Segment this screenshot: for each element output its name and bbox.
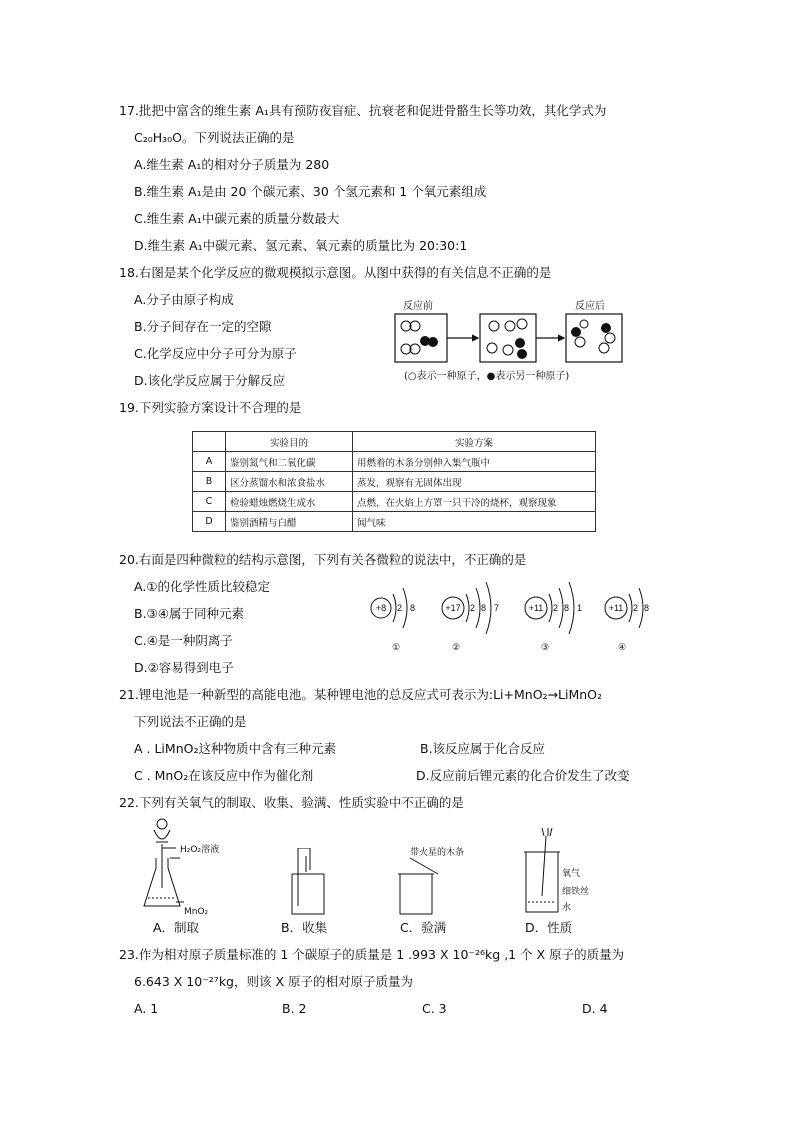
row-purpose: 区分蒸馏水和浓食盐水 bbox=[226, 472, 353, 492]
q21-stem: 21.锂电池是一种新型的高能电池。某种锂电池的总反应式可表示为:Li+MnO₂→LiMnO₂ bbox=[119, 687, 603, 702]
table-row bbox=[193, 512, 596, 532]
particle-1-nucleus: +8 bbox=[375, 603, 387, 613]
particle-3-shell-1: 2 bbox=[553, 603, 559, 613]
particle-2-shell-3: 7 bbox=[494, 603, 500, 613]
q17-stem-cont: C₂₀H₃₀O。下列说法正确的是 bbox=[134, 130, 295, 145]
label-iron-wire: 细铁丝 bbox=[562, 887, 590, 897]
q23-option-d: D. 4 bbox=[582, 1001, 608, 1016]
table-row bbox=[193, 472, 596, 492]
particle-1-shell-2: 8 bbox=[410, 603, 416, 613]
label-oxygen: 氧气 bbox=[562, 869, 581, 879]
row-key: C bbox=[193, 492, 226, 512]
particle-3-shell-2: 8 bbox=[564, 603, 570, 613]
particle-2 bbox=[442, 582, 499, 652]
q23-option-a: A. 1 bbox=[134, 1001, 159, 1016]
q18-stem: 18.右图是某个化学反应的微观模拟示意图。从图中获得的有关信息不正确的是 bbox=[119, 265, 552, 280]
q17-option-b: B.维生素 A₁是由 20 个碳元素、30 个氢元素和 1 个氧元素组成 bbox=[134, 184, 487, 199]
row-purpose: 检验蜡烛燃烧生成水 bbox=[226, 492, 353, 512]
q23-stem: 23.作为相对原子质量标准的 1 个碳原子的质量是 1 .993 X 10⁻²⁶kg ,1 个 X 原子的质量为 bbox=[119, 947, 625, 962]
table-header-row bbox=[193, 432, 596, 452]
particle-1 bbox=[371, 588, 415, 652]
q23-option-b: B. 2 bbox=[282, 1001, 307, 1016]
apparatus-verification bbox=[394, 848, 454, 918]
caption-d: D．性质 bbox=[525, 920, 573, 935]
row-plan: 蒸发，观察有无固体出现 bbox=[353, 472, 596, 492]
reaction-legend: (○表示一种原子，●表示另一种原子) bbox=[404, 371, 570, 382]
particle-4 bbox=[605, 588, 649, 652]
atom-structure-diagrams bbox=[368, 578, 658, 658]
q20-option-d: D.②容易得到电子 bbox=[134, 660, 234, 675]
table-header-blank bbox=[193, 432, 226, 452]
q21-option-b: B.该反应属于化合反应 bbox=[420, 741, 546, 756]
table-row bbox=[193, 492, 596, 512]
q20-stem: 20.右面是四种微粒的结构示意图，下列有关各微粒的说法中，不正确的是 bbox=[119, 552, 527, 567]
q23-stem-cont: 6.643 X 10⁻²⁷kg，则该 X 原子的相对原子质量为 bbox=[134, 974, 414, 989]
q22-stem: 22.下列有关氧气的制取、收集、验满、性质实验中不正确的是 bbox=[119, 795, 464, 810]
row-purpose: 鉴别酒精与白醋 bbox=[226, 512, 353, 532]
particle-3-shell-3: 1 bbox=[577, 603, 583, 613]
q18-option-d: D.该化学反应属于分解反应 bbox=[134, 373, 286, 388]
label-glowing-splint: 带火星的木条 bbox=[410, 848, 465, 858]
q19-stem: 19.下列实验方案设计不合理的是 bbox=[119, 400, 302, 415]
caption-b: B．收集 bbox=[281, 920, 328, 935]
q18-option-a: A.分子由原子构成 bbox=[134, 292, 234, 307]
q18-option-b: B.分子间存在一定的空隙 bbox=[134, 319, 272, 334]
caption-c: C．验满 bbox=[400, 920, 447, 935]
experiment-table bbox=[192, 431, 596, 532]
caption-a: A．制取 bbox=[153, 920, 200, 935]
q18-option-c: C.化学反应中分子可分为原子 bbox=[134, 346, 297, 361]
particle-4-label: ④ bbox=[618, 642, 627, 652]
q17-option-d: D.维生素 A₁中碳元素、氢元素、氧元素的质量比为 20:30:1 bbox=[134, 238, 468, 253]
particle-3 bbox=[525, 582, 582, 652]
q21-option-a: A . LiMnO₂这种物质中含有三种元素 bbox=[134, 741, 336, 756]
q20-option-b: B.③④属于同种元素 bbox=[134, 606, 244, 621]
row-plan: 闻气味 bbox=[353, 512, 596, 532]
apparatus-collection bbox=[284, 848, 344, 918]
q21-stem-cont: 下列说法不正确的是 bbox=[134, 714, 247, 729]
particle-2-label: ② bbox=[452, 642, 461, 652]
row-plan: 用燃着的木条分别伸入集气瓶中 bbox=[353, 452, 596, 472]
particle-4-nucleus: +11 bbox=[608, 603, 624, 613]
table-header-plan: 实验方案 bbox=[353, 432, 596, 452]
q20-option-a: A.①的化学性质比较稳定 bbox=[134, 579, 271, 594]
label-h2o2: H₂O₂溶液 bbox=[180, 845, 220, 855]
q17-option-c: C.维生素 A₁中碳元素的质量分数最大 bbox=[134, 211, 340, 226]
row-purpose: 鉴别氮气和二氧化碳 bbox=[226, 452, 353, 472]
particle-2-shell-2: 8 bbox=[481, 603, 487, 613]
label-water: 水 bbox=[562, 903, 572, 913]
apparatus-preparation bbox=[140, 818, 240, 913]
particle-3-label: ③ bbox=[541, 642, 550, 652]
particle-1-shell-1: 2 bbox=[397, 603, 403, 613]
reaction-diagram bbox=[394, 312, 634, 368]
q21-option-d: D.反应前后锂元素的化合价发生了改变 bbox=[416, 768, 630, 783]
q21-option-c: C . MnO₂在该反应中作为催化剂 bbox=[134, 768, 314, 783]
row-key: D bbox=[193, 512, 226, 532]
table-header-purpose: 实验目的 bbox=[226, 432, 353, 452]
particle-1-label: ① bbox=[392, 642, 401, 652]
table-row bbox=[193, 452, 596, 472]
particle-2-nucleus: +17 bbox=[445, 603, 461, 613]
row-key: B bbox=[193, 472, 226, 492]
particle-2-shell-1: 2 bbox=[470, 603, 476, 613]
reaction-before-label: 反应前 bbox=[403, 301, 433, 312]
q20-option-c: C.④是一种阴离子 bbox=[134, 633, 233, 648]
q23-option-c: C. 3 bbox=[422, 1001, 447, 1016]
q17-stem: 17.批把中富含的维生素 A₁具有预防夜盲症、抗衰老和促进骨骼生长等功效，其化学式为 bbox=[119, 103, 607, 118]
particle-4-shell-2: 8 bbox=[644, 603, 650, 613]
reaction-after-label: 反应后 bbox=[575, 301, 605, 312]
q17-option-a: A.维生素 A₁的相对分子质量为 280 bbox=[134, 157, 330, 172]
particle-4-shell-1: 2 bbox=[633, 603, 639, 613]
label-mno2: MnO₂ bbox=[184, 907, 209, 917]
particle-3-nucleus: +11 bbox=[528, 603, 544, 613]
row-key: A bbox=[193, 452, 226, 472]
row-plan: 点燃，在火焰上方罩一只干冷的烧杯，观察现象 bbox=[353, 492, 596, 512]
